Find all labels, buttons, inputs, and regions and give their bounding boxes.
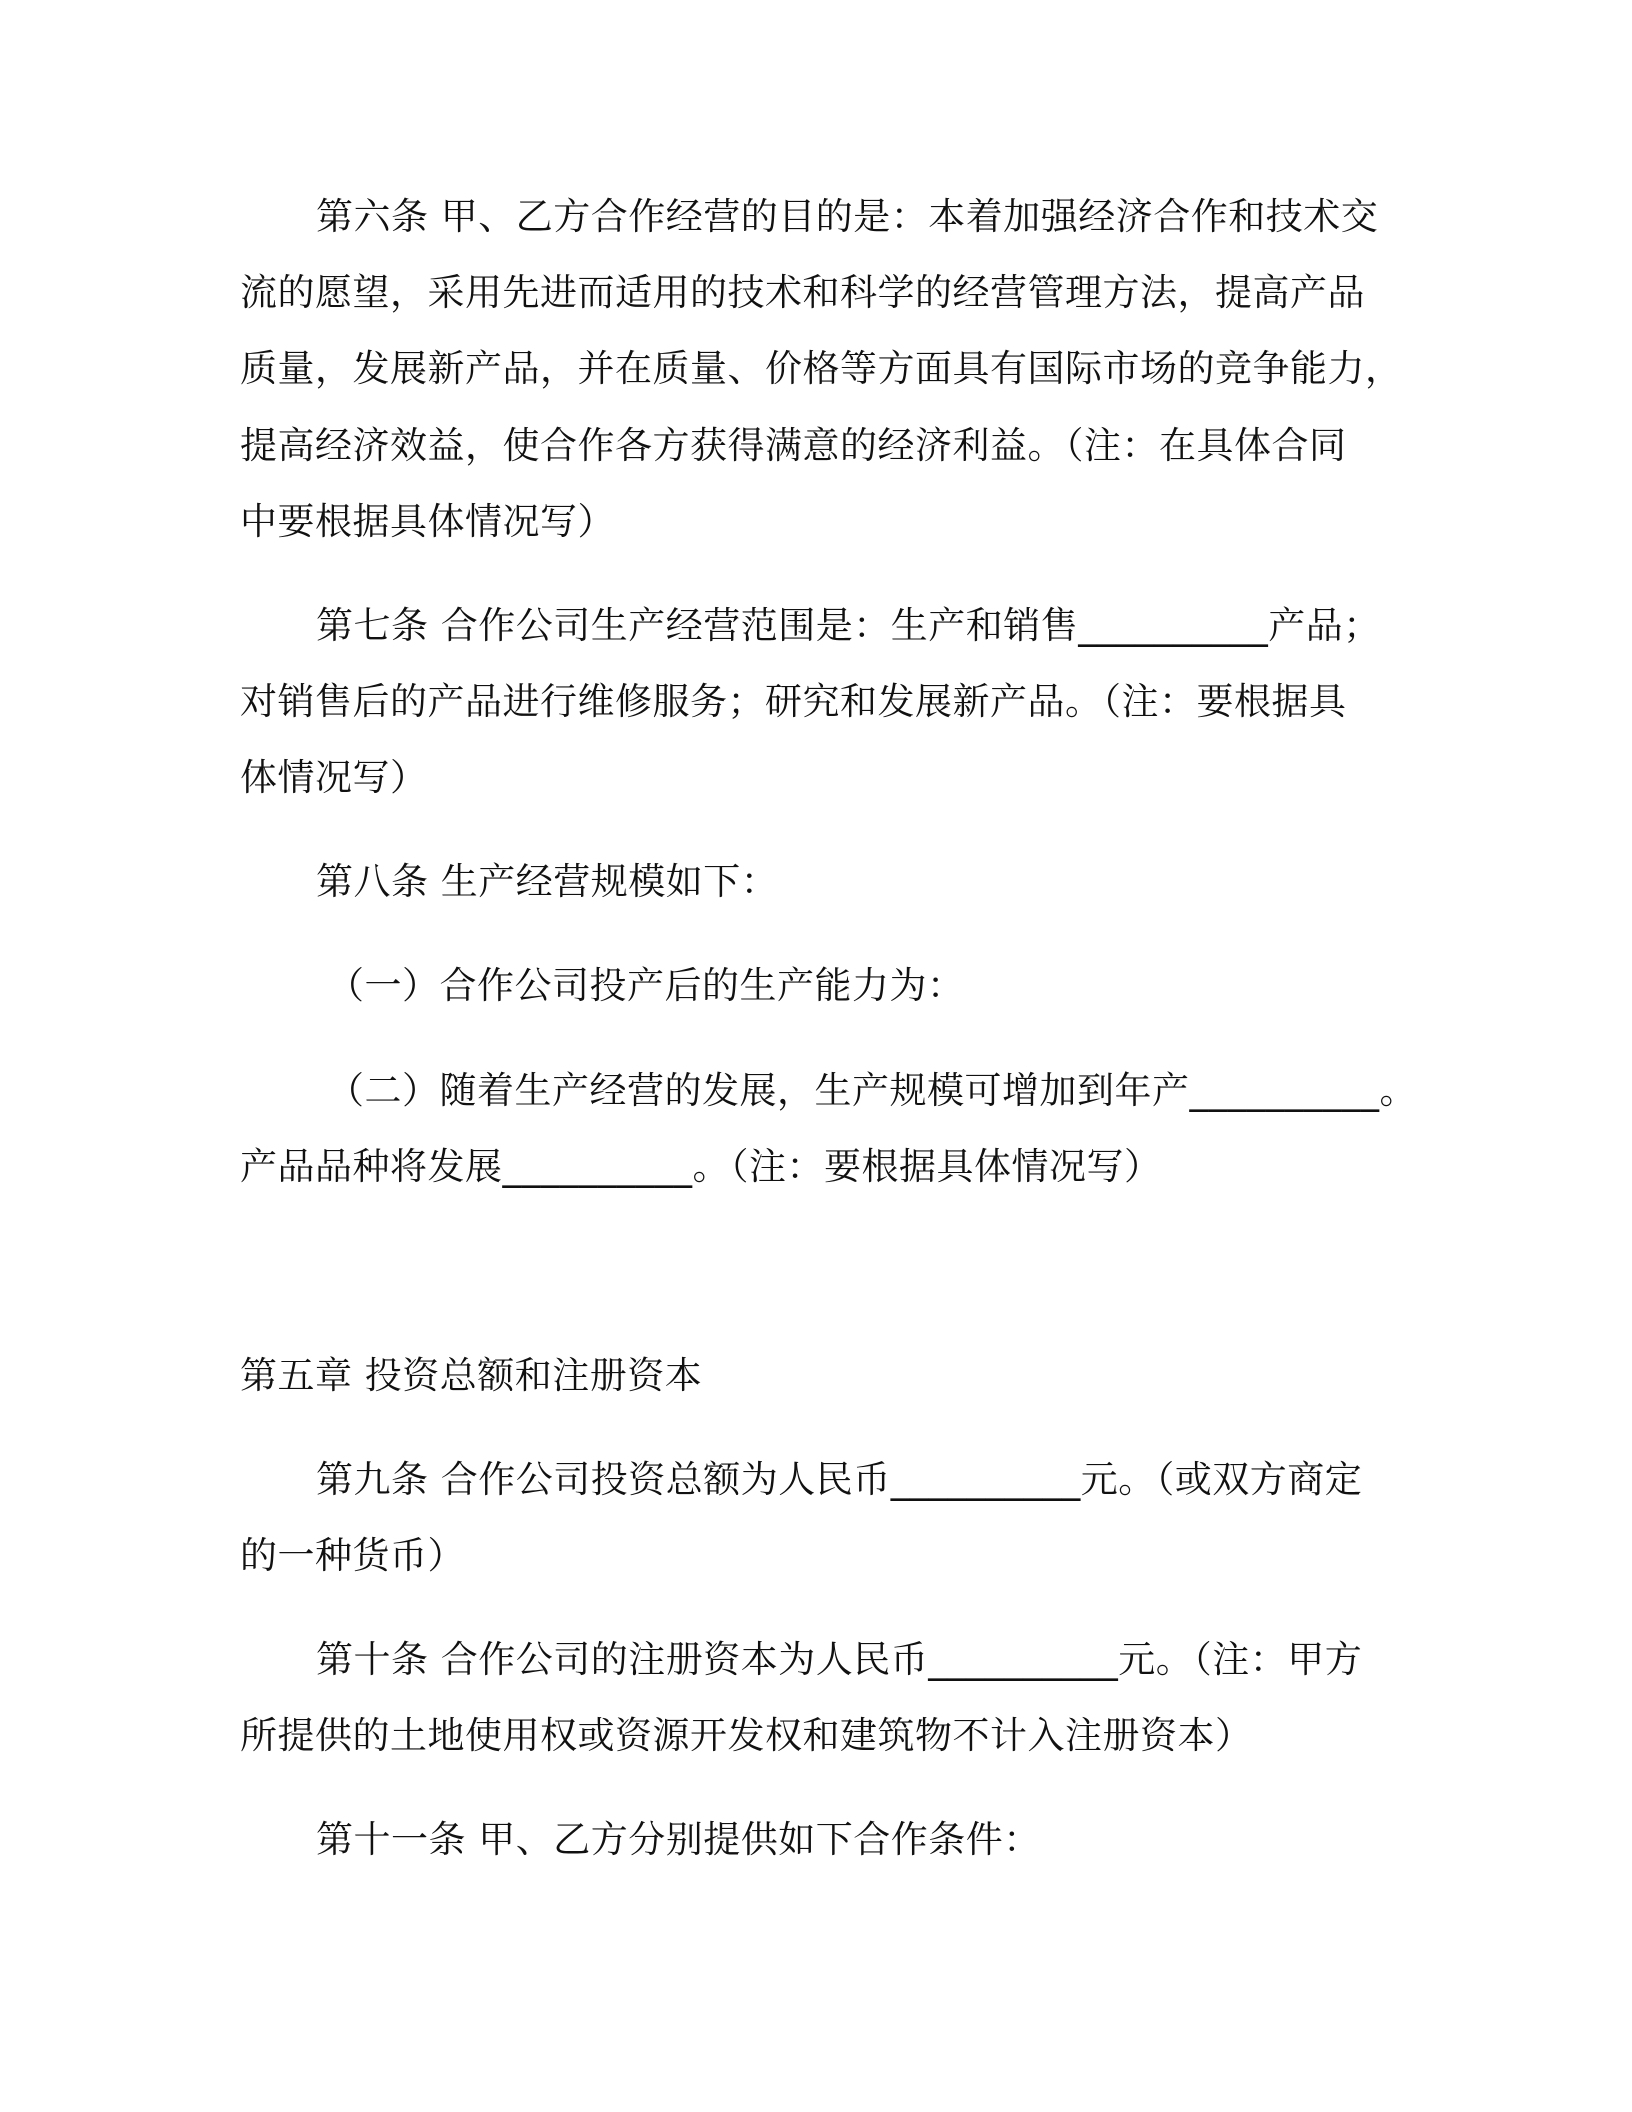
article-6-line-2: 流的愿望，采用先进而适用的技术和科学的经营管理方法，提高产品 <box>240 271 1365 314</box>
article-6-line-1: 第六条 甲、乙方合作经营的目的是：本着加强经济合作和技术交 <box>316 195 1379 238</box>
chapter-5-title: 第五章 投资总额和注册资本 <box>240 1354 703 1397</box>
article-6-line-4: 提高经济效益，使合作各方获得满意的经济利益。（注：在具体合同 <box>240 424 1347 467</box>
article-9-line-2: 的一种货币） <box>240 1534 465 1577</box>
article-11-line-1: 第十一条 甲、乙方分别提供如下合作条件： <box>316 1818 1041 1861</box>
article-8-item-1: （一）合作公司投产后的生产能力为： <box>327 964 965 1007</box>
article-7-line-1: 第七条 合作公司生产经营范围是：生产和销售__________产品； <box>316 604 1381 647</box>
article-7-line-2: 对销售后的产品进行维修服务；研究和发展新产品。（注：要根据具 <box>240 680 1347 723</box>
article-6-line-5: 中要根据具体情况写） <box>240 500 615 543</box>
article-10-line-1: 第十条 合作公司的注册资本为人民币__________元。（注：甲方 <box>316 1638 1363 1681</box>
article-9-line-1: 第九条 合作公司投资总额为人民币__________元。（或双方商定 <box>316 1458 1363 1501</box>
article-6-line-3: 质量，发展新产品，并在质量、价格等方面具有国际市场的竞争能力， <box>240 347 1403 390</box>
article-10-line-2: 所提供的土地使用权或资源开发权和建筑物不计入注册资本） <box>240 1714 1253 1757</box>
article-8-item-2-line-2: 产品品种将发展__________。（注：要根据具体情况写） <box>240 1145 1162 1188</box>
article-7-line-3: 体情况写） <box>240 756 428 799</box>
article-8-line-1: 第八条 生产经营规模如下： <box>316 860 779 903</box>
article-8-item-2-line-1: （二）随着生产经营的发展，生产规模可增加到年产__________。 <box>327 1069 1417 1112</box>
